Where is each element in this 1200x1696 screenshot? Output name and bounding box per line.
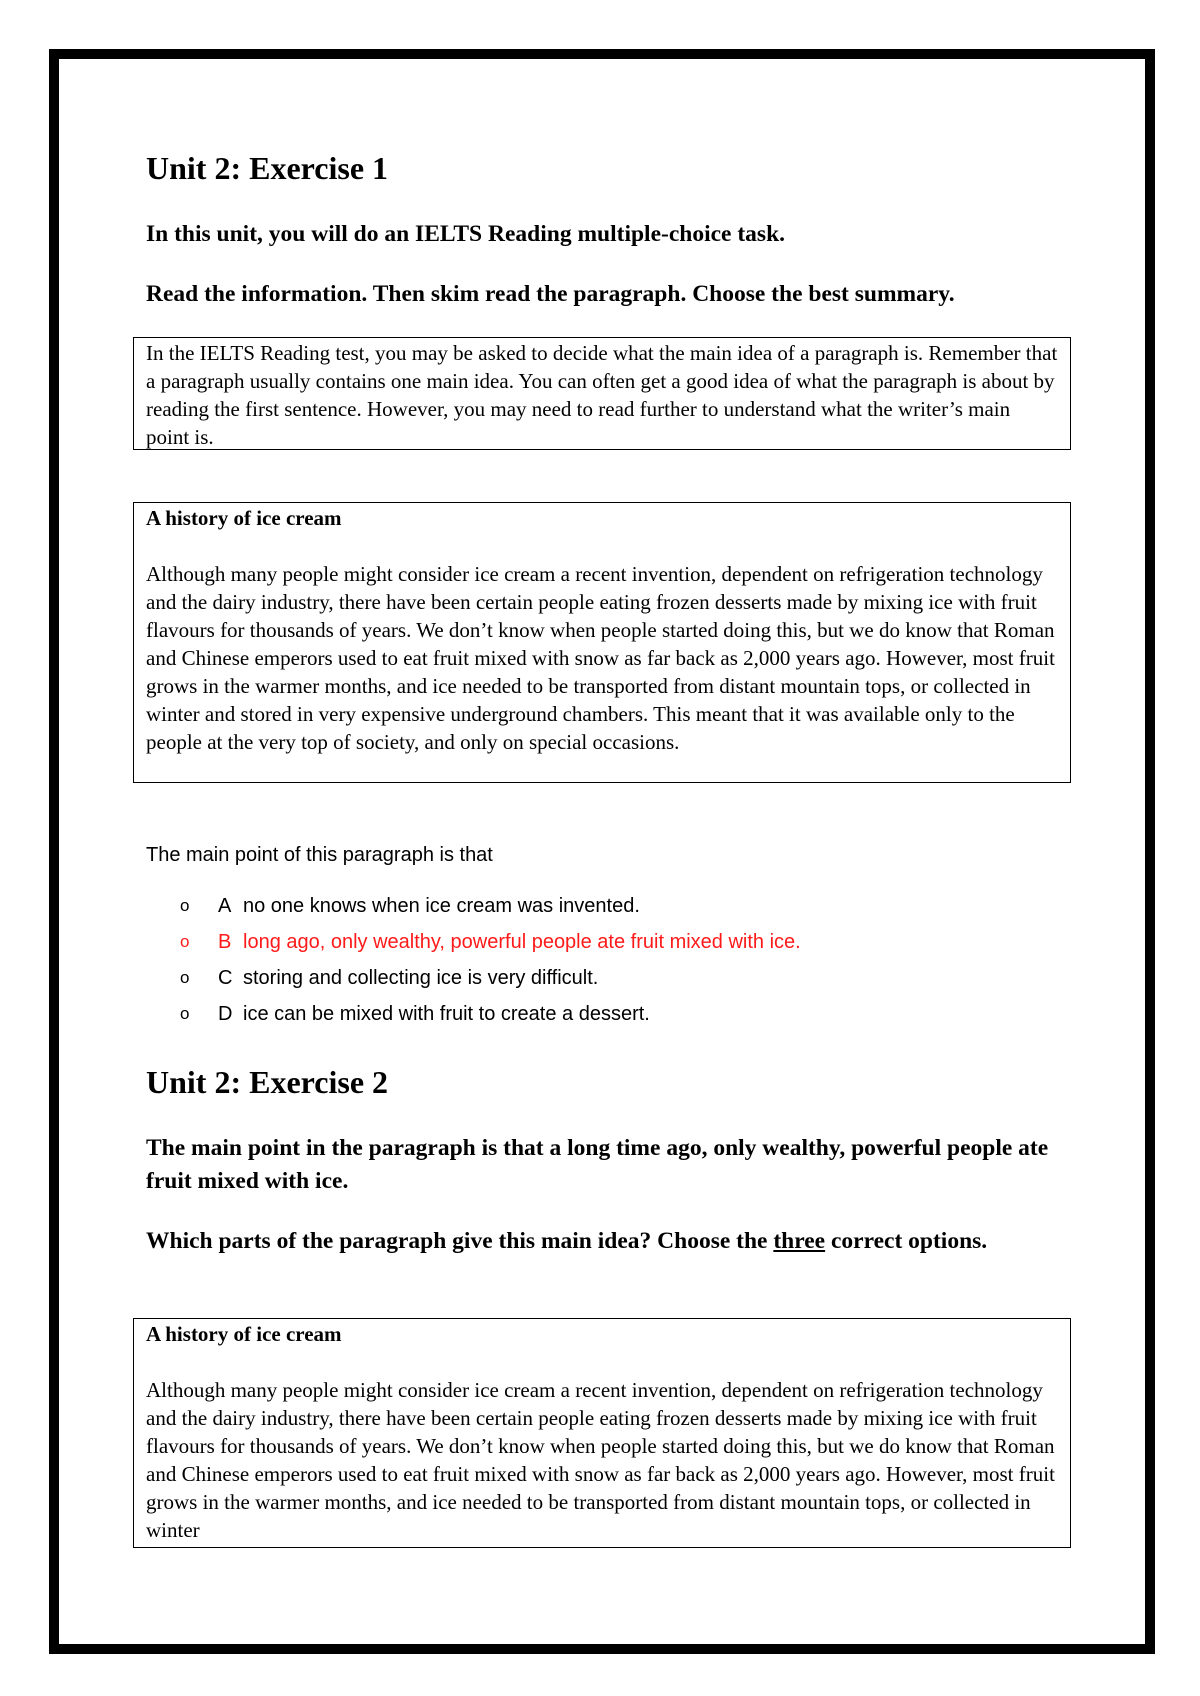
exercise1-intro: In this unit, you will do an IELTS Reading multiple-choice task. [146, 221, 786, 247]
answer-options [180, 888, 801, 1032]
info-box-text: In the IELTS Reading test, you may be asked to decide what the main idea of a paragraph is. Remember that a paragraph usually contains one main idea. You can often get a good idea of what the paragraph is about by reading the first sentence. However, you may need to read further to understand what the writer’s main point is. [146, 341, 1058, 449]
option-d[interactable] [180, 996, 801, 1032]
option-a[interactable] [180, 888, 801, 924]
passage-title: A history of ice cream [146, 1322, 342, 1346]
exercise1-heading: Unit 2: Exercise 1 [146, 150, 389, 186]
question-stem: The main point of this paragraph is that [146, 844, 493, 866]
radio-bullet: o [180, 932, 190, 951]
option-c[interactable] [180, 960, 801, 996]
passage-box-2 [133, 1318, 1071, 1548]
passage-title: A history of ice cream [146, 506, 342, 530]
exercise2-heading: Unit 2: Exercise 2 [146, 1064, 389, 1100]
radio-bullet: o [180, 896, 190, 915]
instruction-part-2: correct options. [825, 1228, 988, 1254]
instruction-emphasis: three [773, 1228, 826, 1254]
passage-box-1 [133, 502, 1071, 783]
option-text: long ago, only wealthy, powerful people ate fruit mixed with ice. [243, 931, 801, 953]
instruction-part-1: Which parts of the paragraph give this main idea? Choose the [146, 1228, 774, 1254]
option-b[interactable] [180, 924, 801, 960]
passage-text: Although many people might consider ice cream a recent invention, dependent on refrigeration technology and the dairy industry, there have been certain people eating frozen desserts made by mixing ice with fruit flavours for thousands of years. We don’t know when people started doing this, but we do know that Roman and Chinese emperors used to eat fruit mixed with snow as far back as 2,000 years ago. However, most fruit grows in the warmer months, and ice needed to be transported from distant mountain tops, or collected in winter and stored in very expensive underground chambers. This meant that it was available only to the people at the very top of society, and only on special occasions. [146, 562, 1055, 754]
radio-bullet: o [180, 968, 190, 987]
option-letter: C [218, 967, 233, 989]
option-letter: D [218, 1003, 233, 1025]
exercise1-instruction: Read the information. Then skim read the paragraph. Choose the best summary. [146, 281, 955, 307]
exercise2-instruction [146, 1225, 1076, 1258]
option-text: ice can be mixed with fruit to create a dessert. [243, 1003, 650, 1025]
exercise2-statement: The main point in the paragraph is that a long time ago, only wealthy, powerful people ate fruit mixed with ice. [146, 1135, 1049, 1194]
info-box [133, 337, 1071, 450]
option-letter: B [218, 931, 232, 953]
passage-text: Although many people might consider ice cream a recent invention, dependent on refrigeration technology and the dairy industry, there have been certain people eating frozen desserts made by mixing ice with fruit flavours for thousands of years. We don’t know when people started doing this, but we do know that Roman and Chinese emperors used to eat fruit mixed with snow as far back as 2,000 years ago. However, most fruit grows in the warmer months, and ice needed to be transported from distant mountain tops, or collected in winter [146, 1378, 1055, 1542]
option-text: storing and collecting ice is very difficult. [243, 967, 599, 989]
radio-bullet: o [180, 1004, 190, 1023]
option-text: no one knows when ice cream was invented. [243, 895, 640, 917]
option-letter: A [218, 895, 232, 917]
